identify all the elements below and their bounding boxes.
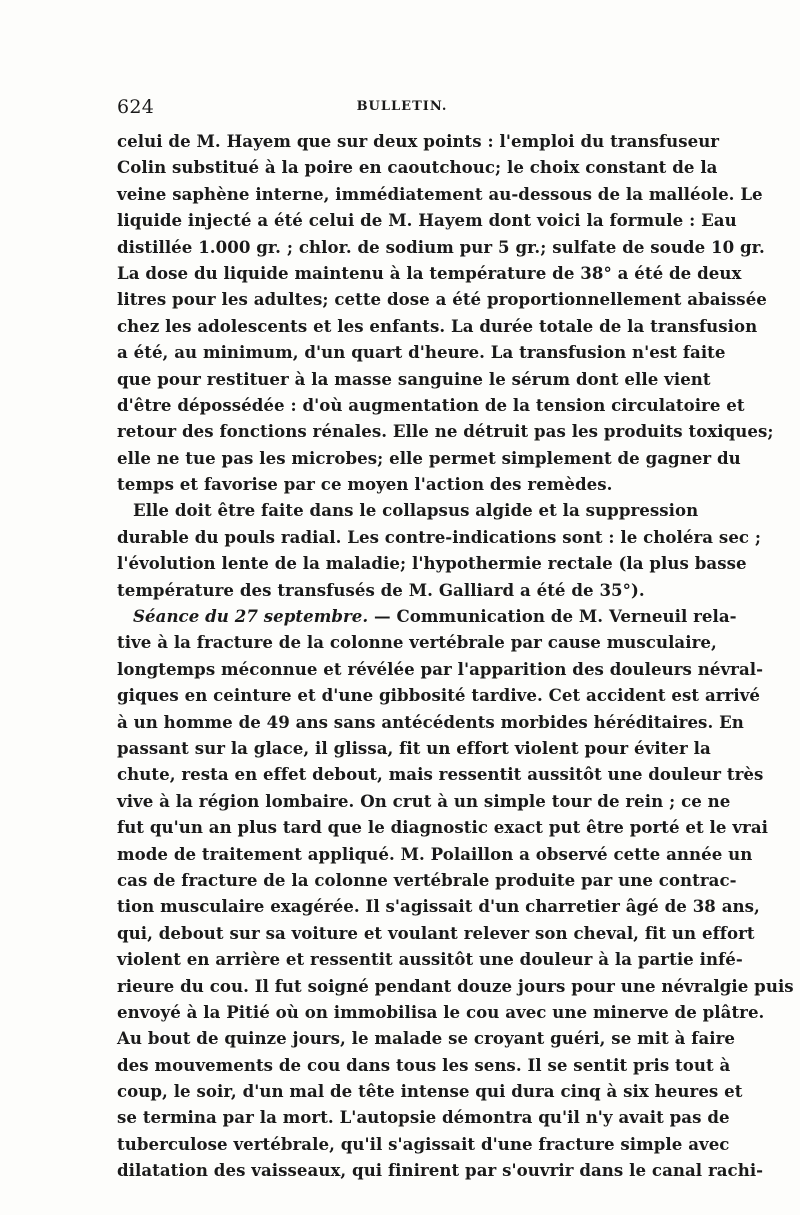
- text-line: a été, au minimum, d'un quart d'heure. La transfusion n'est faite: [117, 342, 726, 363]
- text-line: longtemps méconnue et révélée par l'apparition des douleurs névral-: [117, 658, 764, 679]
- text-line: température des transfusés de M. Galliard a été de 35°).: [117, 579, 645, 600]
- text-line: chute, resta en effet debout, mais ressentit aussitôt une douleur très: [117, 764, 764, 785]
- text-line: celui de M. Hayem que sur deux points : l'emploi du transfuseur: [117, 131, 720, 151]
- text-line: veine saphène interne, immédiatement au-dessous de la malléole. Le: [117, 183, 763, 204]
- text-line: des mouvements de cou dans tous les sens. Il se sentit pris tout à: [117, 1054, 731, 1075]
- text-line: à un homme de 49 ans sans antécédents morbides héréditaires. En: [117, 711, 744, 732]
- text-line: distillée 1.000 gr. ; chlor. de sodium pur 5 gr.; sulfate de soude 10 gr.: [117, 236, 765, 257]
- text-line: coup, le soir, d'un mal de tête intense qui dura cinq à six heures et: [117, 1081, 743, 1102]
- text-line: qui, debout sur sa voiture et voulant relever son cheval, fit un effort: [117, 922, 755, 943]
- text-line: rieure du cou. Il fut soigné pendant douze jours pour une névralgie puis: [117, 975, 794, 996]
- text-line: temps et favorise par ce moyen l'action des remèdes.: [117, 474, 613, 495]
- text-line: liquide injecté a été celui de M. Hayem dont voici la formule : Eau: [117, 210, 737, 231]
- text-line: Elle doit être faite dans le collapsus algide et la suppression: [133, 500, 699, 521]
- session-date-heading: Séance du 27 septembre.: [133, 606, 369, 627]
- body-text: [117, 128, 794, 1184]
- text-line: elle ne tue pas les microbes; elle permet simplement de gagner du: [117, 447, 741, 468]
- text-line: cas de fracture de la colonne vertébrale produite par une contrac-: [117, 869, 737, 890]
- text-line: litres pour les adultes; cette dose a été proportionnellement abaissée: [117, 289, 767, 310]
- text-line: Au bout de quinze jours, le malade se croyant guéri, se mit à faire: [117, 1028, 736, 1049]
- paragraph: [117, 128, 774, 497]
- text-line: dilatation des vaisseaux, qui finirent par s'ouvrir dans le canal rachi-: [117, 1160, 764, 1181]
- text-line: giques en ceinture et d'une gibbosité tardive. Cet accident est arrivé: [117, 685, 760, 706]
- text-line: retour des fonctions rénales. Elle ne détruit pas les produits toxiques;: [117, 421, 774, 442]
- text-line: passant sur la glace, il glissa, fit un effort violent pour éviter la: [117, 737, 711, 758]
- running-head: [117, 96, 687, 120]
- text-line: mode de traitement appliqué. M. Polaillon a observé cette année un: [117, 843, 753, 864]
- paragraph: [117, 603, 794, 1184]
- text-line: que pour restituer à la masse sanguine le sérum dont elle vient: [117, 368, 711, 389]
- text-line: violent en arrière et ressentit aussitôt une douleur à la partie infé-: [117, 949, 743, 970]
- text-line: chez les adolescents et les enfants. La durée totale de la transfusion: [117, 315, 758, 336]
- text-line: La dose du liquide maintenu à la température de 38° a été de deux: [117, 262, 742, 283]
- text-line-rest: — Communication de M. Verneuil rela-: [368, 606, 737, 627]
- text-line: l'évolution lente de la maladie; l'hypothermie rectale (la plus basse: [117, 553, 747, 574]
- running-title: BULLETIN.: [356, 99, 448, 114]
- text-line: durable du pouls radial. Les contre-indications sont : le choléra sec ;: [117, 526, 762, 547]
- text-line: envoyé à la Pitié où on immobilisa le cou avec une minerve de plâtre.: [117, 1001, 765, 1022]
- text-line: [117, 603, 737, 629]
- text-line: tive à la fracture de la colonne vertébrale par cause musculaire,: [117, 632, 717, 653]
- text-line: tuberculose vertébrale, qu'il s'agissait d'une fracture simple avec: [117, 1133, 730, 1154]
- paragraph: [117, 497, 762, 603]
- text-line: tion musculaire exagérée. Il s'agissait d'un charretier âgé de 38 ans,: [117, 896, 760, 917]
- text-line: fut qu'un an plus tard que le diagnostic exact put être porté et le vrai: [117, 817, 768, 838]
- text-line: vive à la région lombaire. On crut à un simple tour de rein ; ce ne: [117, 790, 731, 811]
- text-line: d'être dépossédée : d'où augmentation de la tension circulatoire et: [117, 394, 745, 415]
- text-line: se termina par la mort. L'autopsie démontra qu'il n'y avait pas de: [117, 1107, 730, 1128]
- page-number: 624: [117, 96, 155, 118]
- text-line: Colin substitué à la poire en caoutchouc; le choix constant de la: [117, 157, 718, 178]
